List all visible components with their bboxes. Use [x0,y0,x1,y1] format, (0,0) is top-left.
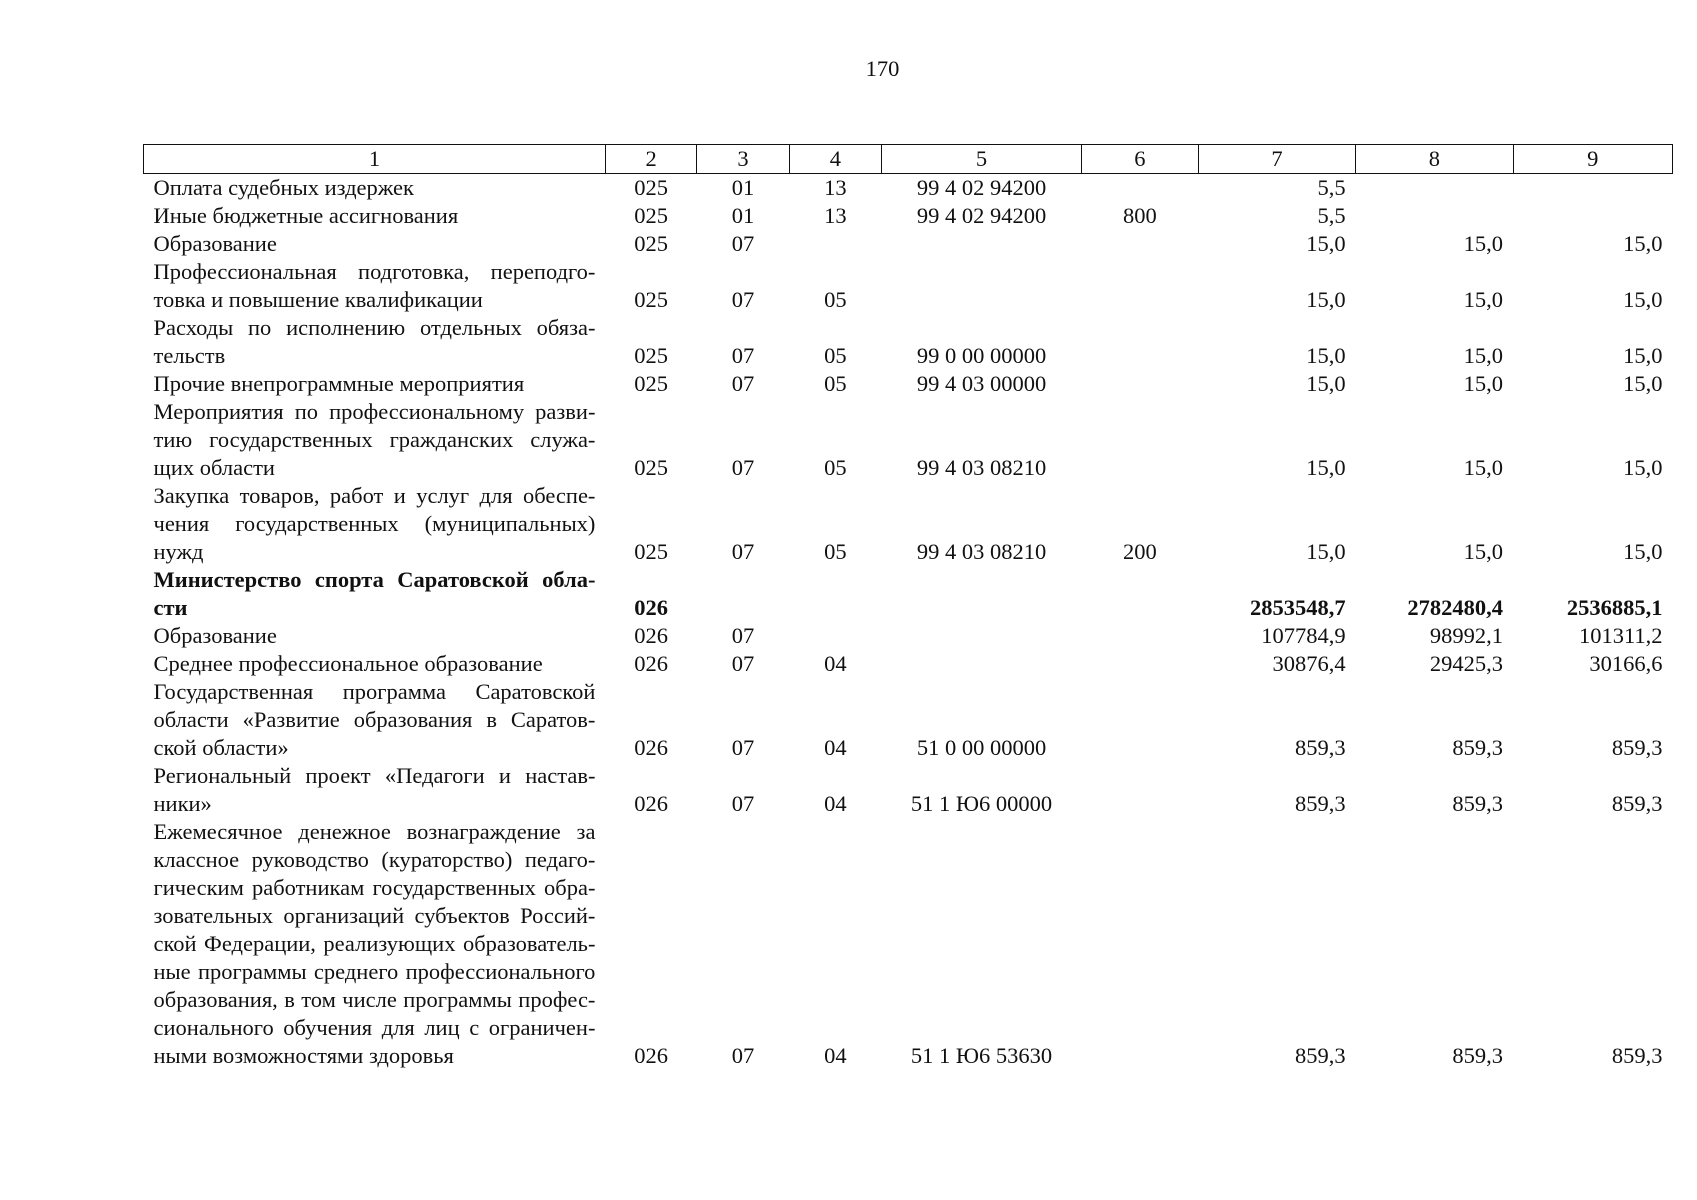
code-expense-type [1082,258,1199,314]
budget-table [143,144,1673,1070]
amount-col-9 [1513,202,1672,230]
amount-col-7: 2853548,7 [1250,595,1346,620]
amount-col-9: 859,3 [1611,1043,1663,1068]
code-target: 99 4 02 94200 [916,203,1047,228]
code-admin: 026 [634,1043,668,1068]
row-name: Образование [153,231,277,256]
code-expense-type: 200 [1123,539,1157,564]
amount-col-9: 15,0 [1623,455,1663,480]
amount-col-8: 15,0 [1463,231,1504,256]
amount-col-9: 30166,6 [1589,651,1663,676]
column-header-7: 7 [1198,145,1355,174]
amount-col-9: 15,0 [1623,287,1663,312]
amount-col-9: 15,0 [1623,539,1663,564]
amount-col-9: 859,3 [1611,735,1663,760]
code-target: 99 4 03 08210 [916,539,1047,564]
amount-col-8: 859,3 [1452,791,1504,816]
code-expense-type [1082,566,1199,622]
code-target: 99 4 03 00000 [916,371,1047,396]
code-subsection [789,566,881,622]
amount-col-9: 101311,2 [1578,623,1663,648]
table-row [144,202,1673,230]
code-subsection: 05 [824,287,847,312]
amount-col-8: 859,3 [1452,1043,1504,1068]
amount-col-9 [1513,174,1672,203]
code-admin: 026 [634,595,668,620]
code-admin: 025 [634,231,668,256]
code-section: 07 [731,343,755,368]
amount-col-8 [1356,174,1513,203]
row-name: Иные бюджетные ассигнования [153,203,459,228]
code-expense-type [1082,230,1199,258]
code-subsection: 13 [824,203,847,228]
amount-col-9: 859,3 [1611,791,1663,816]
code-subsection: 05 [824,455,847,480]
code-admin: 025 [634,343,668,368]
row-name: Образование [153,623,277,648]
code-admin: 025 [634,175,668,200]
code-target [882,650,1082,678]
code-expense-type [1082,818,1199,1070]
column-header-1: 1 [144,145,606,174]
table-row [144,650,1673,678]
table-row [144,818,1673,1070]
code-admin: 025 [634,287,668,312]
row-name: Закупка товаров, работ и услуг для обеспе-чения государственных (муниципальных) нужд [153,483,596,564]
code-expense-type: 800 [1123,203,1157,228]
amount-col-8: 29425,3 [1429,651,1504,676]
amount-col-7: 15,0 [1306,455,1346,480]
amount-col-9: 15,0 [1623,371,1663,396]
table-body [144,174,1673,1071]
amount-col-9: 15,0 [1623,231,1663,256]
amount-col-8: 15,0 [1463,455,1504,480]
code-subsection: 04 [824,735,847,760]
code-target [882,230,1082,258]
code-expense-type [1082,174,1199,203]
code-section: 01 [731,203,755,228]
code-section: 07 [731,455,755,480]
page-number: 170 [865,56,900,81]
code-target: 51 0 00 00000 [916,735,1047,760]
table-row [144,398,1673,482]
code-admin: 026 [634,735,668,760]
column-header-9: 9 [1513,145,1672,174]
amount-col-8: 15,0 [1463,343,1504,368]
table-row [144,370,1673,398]
code-section: 07 [731,791,755,816]
amount-col-7: 5,5 [1317,203,1346,228]
code-admin: 025 [634,371,668,396]
amount-col-7: 859,3 [1295,791,1346,816]
code-subsection: 04 [824,791,847,816]
code-section: 07 [731,735,755,760]
amount-col-7: 5,5 [1317,175,1346,200]
column-header-3: 3 [697,145,789,174]
amount-col-8: 15,0 [1463,539,1504,564]
code-section: 07 [731,231,755,256]
amount-col-7: 15,0 [1306,539,1346,564]
amount-col-7: 859,3 [1295,1043,1346,1068]
row-name: Прочие внепрограммные мероприятия [153,371,525,396]
code-target [882,622,1082,650]
amount-col-7: 15,0 [1306,343,1346,368]
row-name: Расходы по исполнению отдельных обяза-тельств [153,315,596,368]
column-header-4: 4 [789,145,881,174]
table-row [144,678,1673,762]
amount-col-8 [1356,202,1513,230]
code-admin: 025 [634,455,668,480]
amount-col-9: 2536885,1 [1566,595,1663,620]
code-target: 99 4 02 94200 [916,175,1047,200]
code-subsection: 05 [824,371,847,396]
amount-col-8: 98992,1 [1429,623,1504,648]
code-subsection: 05 [824,343,847,368]
row-name: Ежемесячное денежное вознаграждение за классное руководство (кураторство) педаго-гическим работникам государственных обра-зовательных организаций субъектов Россий-ской Федерации, реализующих образователь-ные программы среднего профессионального образования, в том числе программы профес-сионального обучения для лиц с ограничен-ными возможностями здоровья [153,819,596,1068]
row-name: Среднее профессиональное образование [153,651,543,676]
code-admin: 025 [634,539,668,564]
code-section [697,566,789,622]
amount-col-7: 30876,4 [1272,651,1346,676]
table-row [144,230,1673,258]
code-target [882,258,1082,314]
code-target: 99 4 03 08210 [916,455,1047,480]
code-target [882,566,1082,622]
code-admin: 025 [634,203,668,228]
code-subsection [789,622,881,650]
code-target: 51 1 Ю6 00000 [910,791,1053,816]
code-expense-type [1082,314,1199,370]
row-name: Профессиональная подготовка, переподго-товка и повышение квалификации [153,259,596,312]
amount-col-8: 15,0 [1463,287,1504,312]
code-admin: 026 [634,623,668,648]
code-admin: 026 [634,651,668,676]
code-section: 07 [731,539,755,564]
code-expense-type [1082,762,1199,818]
code-subsection: 13 [824,175,847,200]
code-subsection: 04 [824,1043,847,1068]
column-header-8: 8 [1356,145,1513,174]
code-expense-type [1082,370,1199,398]
code-target: 51 1 Ю6 53630 [910,1043,1053,1068]
code-section: 07 [731,371,755,396]
code-expense-type [1082,622,1199,650]
row-name: Министерство спорта Саратовской обла-сти [153,567,596,620]
code-expense-type [1082,678,1199,762]
table-row [144,314,1673,370]
code-expense-type [1082,398,1199,482]
amount-col-8: 859,3 [1452,735,1504,760]
code-expense-type [1082,650,1199,678]
amount-col-7: 15,0 [1306,231,1346,256]
column-header-5: 5 [882,145,1082,174]
code-section: 07 [731,287,755,312]
amount-col-9: 15,0 [1623,343,1663,368]
row-name: Мероприятия по профессиональному разви-тию государственных гражданских служа-щих области [153,399,596,480]
amount-col-7: 859,3 [1295,735,1346,760]
code-section: 07 [731,651,755,676]
code-section: 07 [731,623,755,648]
column-header-6: 6 [1082,145,1199,174]
table-row [144,174,1673,203]
table-row [144,482,1673,566]
code-section: 01 [731,175,755,200]
code-target: 99 0 00 00000 [916,343,1047,368]
table-header [144,145,1673,174]
amount-col-7: 15,0 [1306,287,1346,312]
table-row [144,566,1673,622]
code-subsection: 04 [824,651,847,676]
amount-col-8: 15,0 [1463,371,1504,396]
code-subsection: 05 [824,539,847,564]
table-row [144,258,1673,314]
code-section: 07 [731,1043,755,1068]
table-row [144,622,1673,650]
column-header-2: 2 [605,145,696,174]
code-subsection [789,230,881,258]
code-admin: 026 [634,791,668,816]
row-name: Оплата судебных издержек [153,175,414,200]
amount-col-7: 107784,9 [1261,623,1346,648]
amount-col-7: 15,0 [1306,371,1346,396]
table-row [144,762,1673,818]
header-row [144,145,1673,174]
row-name: Государственная программа Саратовской области «Развитие образования в Саратов-ской области» [153,679,596,760]
amount-col-8: 2782480,4 [1407,595,1504,620]
row-name: Региональный проект «Педагоги и настав-ники» [153,763,596,816]
